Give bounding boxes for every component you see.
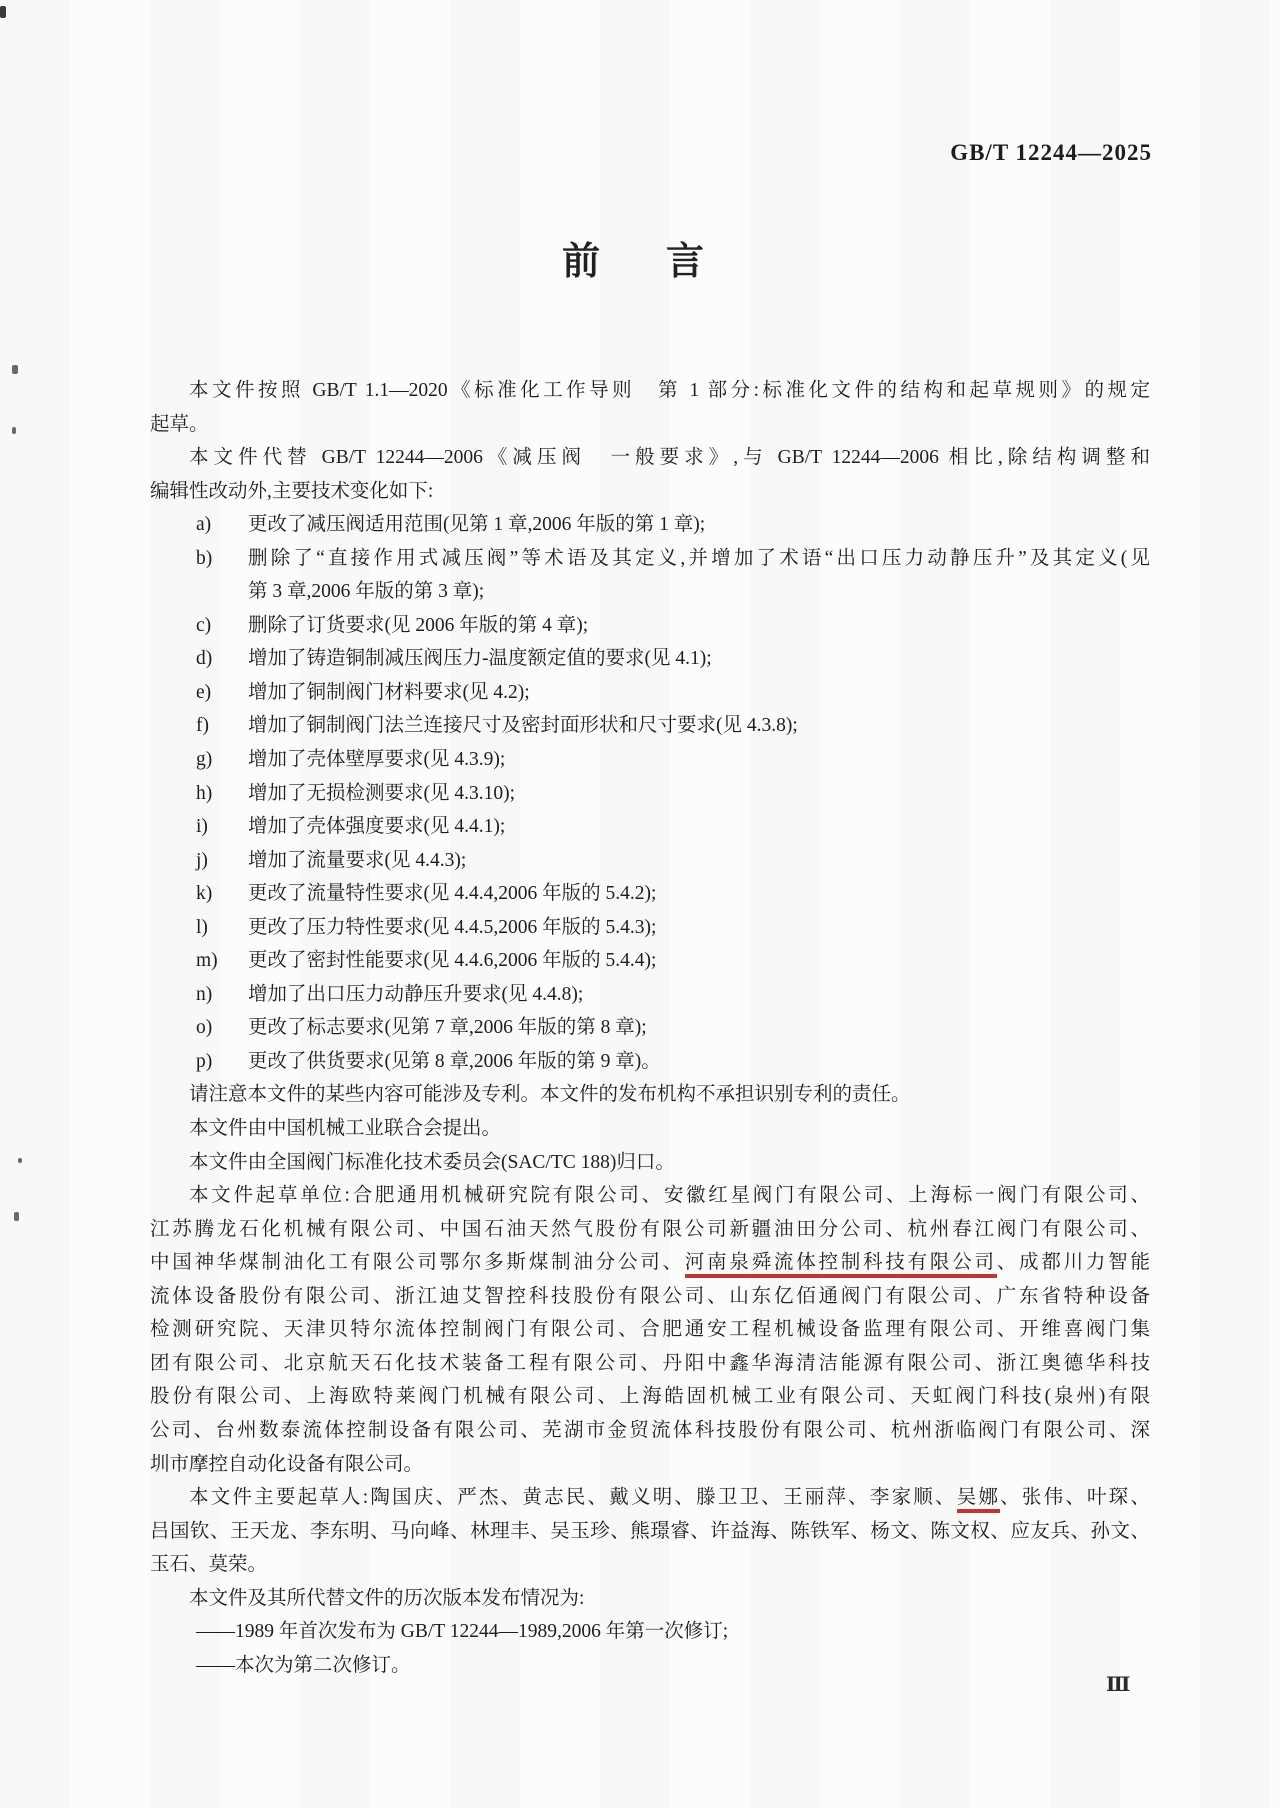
intro-line: 起草。 [150,413,209,435]
item-text: 删除了“直接作用式减压阀”等术语及其定义,并增加了术语“出口压力动静压升”及其定义(见 [248,547,1150,569]
page-number: Ⅲ [1106,1674,1131,1696]
drafting-units-line: 公司、台州数泰流体控制设备有限公司、芜湖市金贸流体科技股份有限公司、杭州浙临阀门有限公司、深 [150,1419,1150,1441]
item-text: 更改了流量特性要求(见 4.4.4,2006 年版的 5.4.2); [248,883,657,905]
item-text: 更改了密封性能要求(见 4.4.6,2006 年版的 5.4.4); [248,950,657,972]
item-letter: k) [196,883,213,905]
item-letter: p) [196,1050,213,1072]
drafting-units-line: 检测研究院、天津贝特尔流体控制阀门有限公司、合肥通安工程机械设备监理有限公司、开维喜阀门集 [150,1319,1150,1341]
item-letter: l) [196,916,208,938]
item-letter: e) [196,681,212,703]
change-item-c [150,609,1150,643]
item-text: 更改了减压阀适用范围(见第 1 章,2006 年版的第 1 章); [248,514,706,536]
item-text: 增加了无损检测要求(见 4.3.10); [248,782,516,804]
drafting-units-line: 本文件起草单位:合肥通用机械研究院有限公司、安徽红星阀门有限公司、上海标一阀门有限公司、 [189,1185,1150,1207]
item-letter: i) [196,816,208,838]
history-item: ——1989 年首次发布为 GB/T 12244—1989,2006 年第一次修订; [196,1621,729,1643]
change-item-g [150,743,1150,777]
drafting-units-line: 圳市摩控自动化设备有限公司。 [150,1453,424,1475]
change-item-n [150,978,1150,1012]
drafters-line: 吕国钦、王天龙、李东明、马向峰、林理丰、吴玉珍、熊璟睿、许益海、陈铁军、杨文、陈文权、应友兵、孙文、 [150,1520,1150,1542]
drafters-text: 本文件主要起草人:陶国庆、严杰、黄志民、戴义明、滕卫卫、王丽萍、李家顺、 [189,1487,957,1509]
change-item-b [150,542,1150,576]
item-text: 更改了压力特性要求(见 4.4.5,2006 年版的 5.4.3); [248,916,657,938]
scan-artifact [12,365,18,374]
scan-artifact [0,6,6,18]
change-item-d [150,642,1150,676]
scan-artifact [12,427,16,434]
item-text: 增加了铜制阀门材料要求(见 4.2); [248,681,530,703]
history-item: ——本次为第二次修订。 [196,1654,411,1676]
change-item-e [150,676,1150,710]
item-letter: n) [196,983,213,1005]
item-text: 增加了铸造铜制减压阀压力-温度额定值的要求(见 4.1); [248,648,712,670]
drafting-units-text: 、成都川力智能 [996,1252,1150,1274]
drafting-units-line: 流体设备股份有限公司、浙江迪艾智控科技股份有限公司、山东亿佰通阀门有限公司、广东省特种设备 [150,1285,1150,1307]
page-title: 前 言 [561,241,718,283]
item-letter: h) [196,782,213,804]
standard-number: GB/T 12244—2025 [950,140,1152,165]
history-intro: 本文件及其所代替文件的历次版本发布情况为: [189,1587,585,1609]
item-text: 增加了出口压力动静压升要求(见 4.4.8); [248,983,584,1005]
drafters-line [150,1481,1150,1515]
change-item-k [150,877,1150,911]
patent-note: 请注意本文件的某些内容可能涉及专利。本文件的发布机构不承担识别专利的责任。 [189,1084,911,1106]
change-item-o [150,1011,1150,1045]
highlighted-drafter: 吴娜 [957,1487,1000,1513]
intro-line: 本文件按照 GB/T 1.1—2020《标准化工作导则 第 1 部分:标准化文件的结构和起草规则》的规定 [189,380,1150,401]
drafting-units-line [150,1246,1150,1280]
change-item-p [150,1045,1150,1079]
item-text: 更改了标志要求(见第 7 章,2006 年版的第 8 章); [248,1017,647,1039]
item-text: 增加了壳体壁厚要求(见 4.3.9); [248,749,506,771]
drafters-text: 、张伟、叶琛、 [1000,1487,1150,1509]
highlighted-company: 河南泉舜流体控制科技有限公司 [685,1252,997,1278]
change-item-a [150,508,1150,542]
change-item-m [150,944,1150,978]
foreword-body [150,374,1150,1682]
proposed-by: 本文件由中国机械工业联合会提出。 [189,1118,502,1140]
change-item-i [150,810,1150,844]
drafting-units-line: 股份有限公司、上海欧特莱阀门机械有限公司、上海皓固机械工业有限公司、天虹阀门科技(泉州)有限 [150,1386,1150,1408]
item-letter: a) [196,514,212,536]
drafters-line: 玉石、莫荣。 [150,1554,268,1576]
item-text: 增加了流量要求(见 4.4.3); [248,849,467,871]
change-item-f [150,709,1150,743]
change-item-l [150,911,1150,945]
replacement-line: 本文件代替 GB/T 12244—2006《减压阀 一般要求》,与 GB/T 12244—2006 相比,除结构调整和 [189,447,1150,469]
item-text: 更改了供货要求(见第 8 章,2006 年版的第 9 章)。 [248,1050,661,1072]
change-item-b-continuation: 第 3 章,2006 年版的第 3 章); [248,581,485,603]
item-letter: g) [196,749,213,771]
item-letter: d) [196,648,213,670]
item-letter: m) [196,950,218,972]
item-text: 删除了订货要求(见 2006 年版的第 4 章); [248,614,589,636]
drafting-units-line: 团有限公司、北京航天石化技术装备工程有限公司、丹阳中鑫华海清洁能源有限公司、浙江奥德华科技 [150,1352,1150,1374]
item-letter: c) [196,614,212,636]
replacement-line: 编辑性改动外,主要技术变化如下: [150,480,434,502]
drafting-units-text: 中国神华煤制油化工有限公司鄂尔多斯煤制油分公司、 [150,1252,685,1274]
drafting-units-line: 江苏腾龙石化机械有限公司、中国石油天然气股份有限公司新疆油田分公司、杭州春江阀门有限公司、 [150,1218,1150,1240]
item-letter: j) [196,849,208,871]
scan-artifact [18,1158,22,1163]
item-text: 增加了铜制阀门法兰连接尺寸及密封面形状和尺寸要求(见 4.3.8); [248,715,798,737]
item-text: 增加了壳体强度要求(见 4.4.1); [248,816,506,838]
item-letter: o) [196,1017,213,1039]
centralized-by: 本文件由全国阀门标准化技术委员会(SAC/TC 188)归口。 [189,1151,675,1173]
scan-artifact [14,1212,19,1221]
change-item-j [150,844,1150,878]
change-item-h [150,777,1150,811]
item-letter: b) [196,547,213,569]
item-letter: f) [196,715,209,737]
